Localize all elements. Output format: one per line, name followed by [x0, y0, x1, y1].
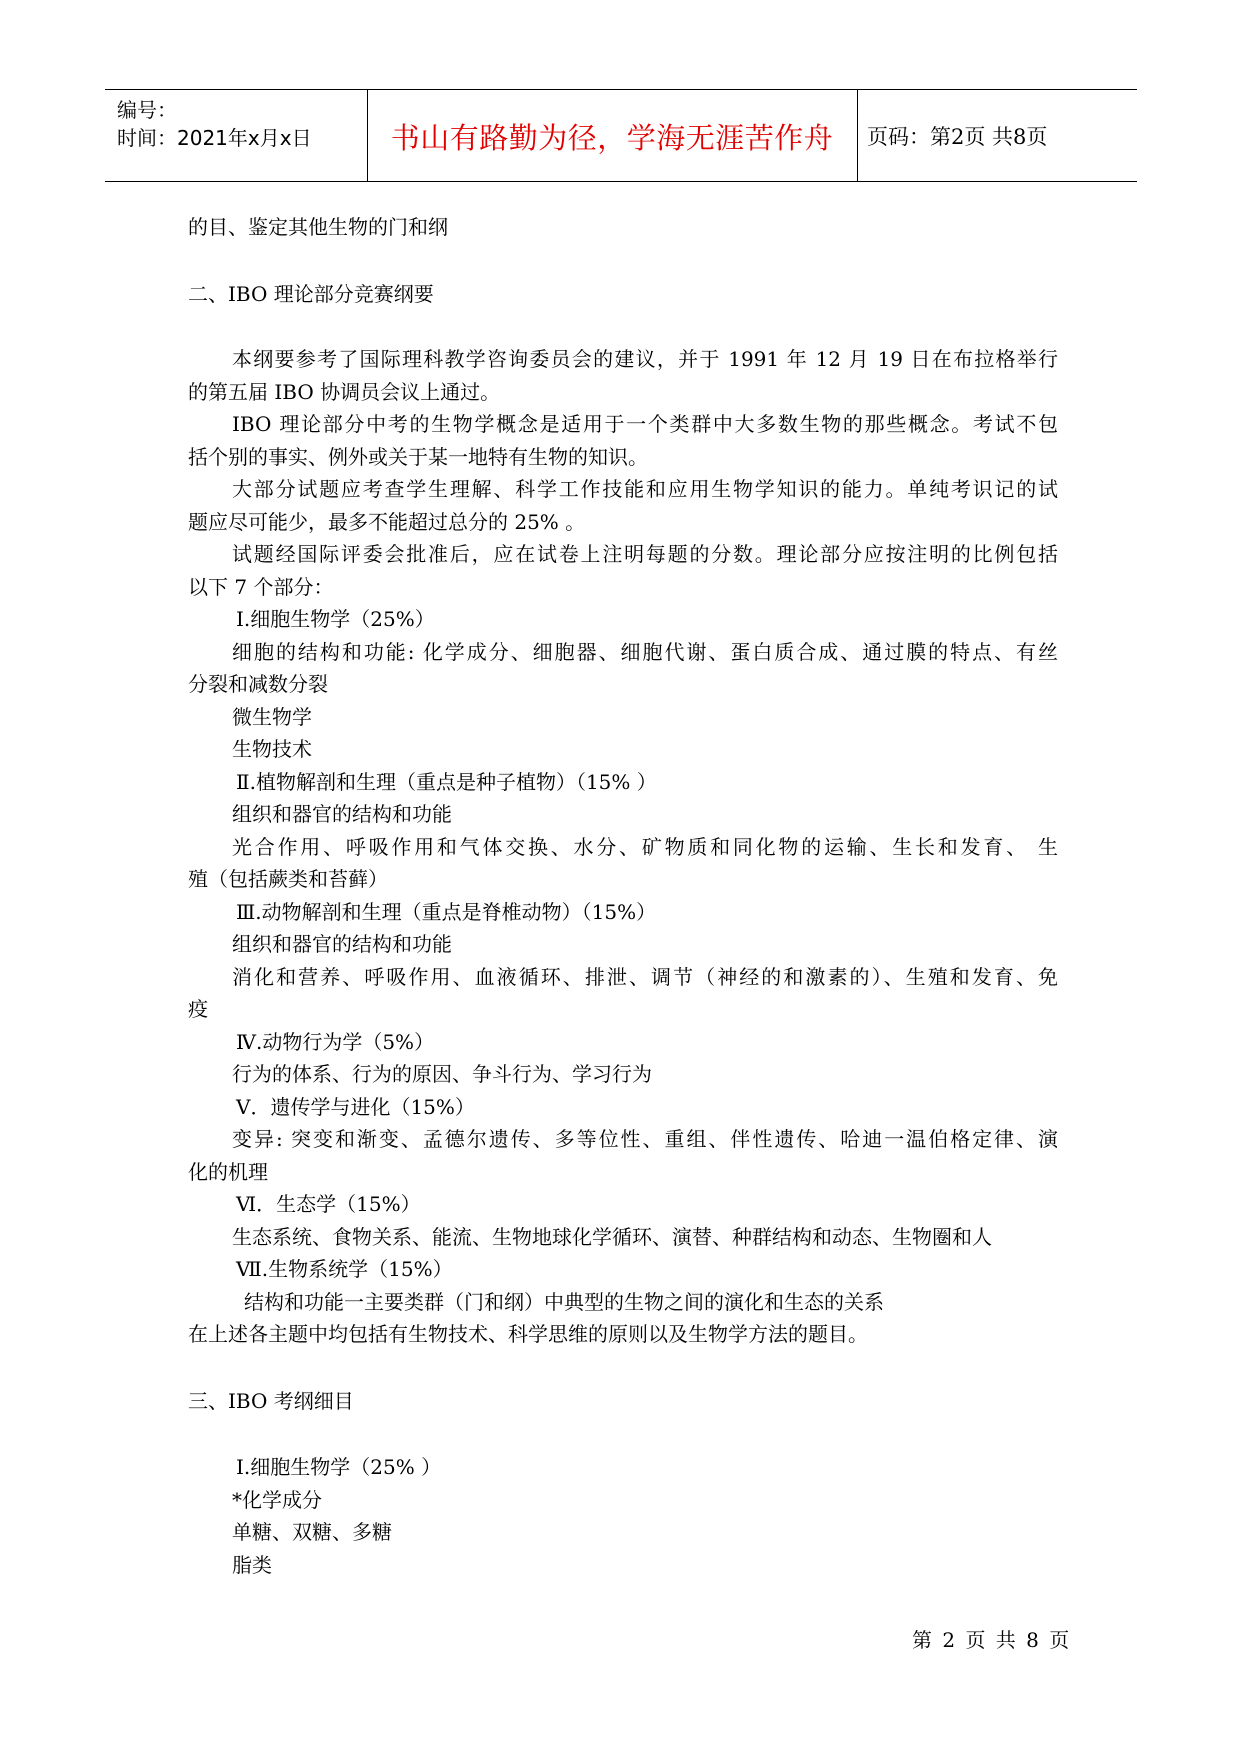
- page-header: [105, 89, 1137, 182]
- paragraph-line: 的第五届 IBO 协调员会议上通过。: [188, 380, 501, 404]
- document-time-label: 时间：2021年x月x日: [117, 126, 312, 150]
- paragraph-line: 脂类: [232, 1553, 272, 1577]
- paragraph-line: 单糖、双糖、多糖: [232, 1520, 392, 1544]
- header-motto: 书山有路勤为径，学海无涯苦作舟: [390, 121, 834, 155]
- section-heading: 三、IBO 考纲细目: [188, 1389, 354, 1413]
- topic-heading: Ⅶ.生物系统学（15%）: [236, 1257, 453, 1281]
- paragraph-line: IBO 理论部分中考的生物学概念是适用于一个类群中大多数生物的那些概念。考试不包: [232, 412, 1058, 436]
- topic-heading: Ⅴ．遗传学与进化（15%）: [236, 1095, 475, 1119]
- paragraph-line: 本纲要参考了国际理科教学咨询委员会的建议，并于 1991 年 12 月 19 日在布拉格举行: [232, 347, 1058, 371]
- paragraph-line: 在上述各主题中均包括有生物技术、科学思维的原则以及生物学方法的题目。: [188, 1322, 868, 1346]
- topic-heading: Ⅰ.细胞生物学（25% ）: [236, 1455, 442, 1479]
- paragraph-line: 细胞的结构和功能: 化学成分、细胞器、细胞代谢、蛋白质合成、通过膜的特点、有丝: [232, 640, 1058, 664]
- paragraph-line: 生态系统、食物关系、能流、生物地球化学循环、演替、种群结构和动态、生物圈和人: [232, 1225, 992, 1249]
- paragraph-line: 光合作用、呼吸作用和气体交换、水分、矿物质和同化物的运输、生长和发育、 生: [232, 835, 1058, 859]
- header-divider: [857, 90, 858, 181]
- topic-heading: Ⅲ.动物解剖和生理（重点是脊椎动物）（15%）: [236, 900, 657, 924]
- paragraph-line: 分裂和减数分裂: [188, 672, 328, 696]
- paragraph-line: 结构和功能一主要类群（门和纲）中典型的生物之间的演化和生态的关系: [244, 1290, 884, 1314]
- paragraph-line: 殖（包括蕨类和苔藓）: [188, 867, 388, 891]
- paragraph-line: 疫: [188, 997, 208, 1021]
- topic-heading: Ⅱ.植物解剖和生理（重点是种子植物）（15% ）: [236, 770, 657, 794]
- paragraph-line: 组织和器官的结构和功能: [232, 802, 452, 826]
- paragraph-line: 题应尽可能少，最多不能超过总分的 25% 。: [188, 510, 586, 534]
- paragraph-line: 行为的体系、行为的原因、争斗行为、学习行为: [232, 1062, 652, 1086]
- page-footer: 第 2 页 共 8 页: [912, 1628, 1070, 1652]
- topic-heading: Ⅵ．生态学（15%）: [236, 1192, 421, 1216]
- header-meta: [117, 96, 312, 152]
- paragraph-line: 微生物学: [232, 705, 312, 729]
- paragraph-line: *化学成分: [232, 1488, 322, 1512]
- topic-heading: Ⅰ.细胞生物学（25%）: [236, 607, 435, 631]
- paragraph-line: 的目、鉴定其他生物的门和纲: [188, 215, 448, 239]
- paragraph-line: 消化和营养、呼吸作用、血液循环、排泄、调节（神经的和激素的）、生殖和发育、免: [232, 965, 1058, 989]
- paragraph-line: 括个别的事实、例外或关于某一地特有生物的知识。: [188, 445, 648, 469]
- header-page-info: 页码：第2页 共8页: [867, 125, 1048, 149]
- paragraph-line: 化的机理: [188, 1160, 268, 1184]
- paragraph-line: 以下 7 个部分：: [188, 575, 334, 599]
- paragraph-line: 组织和器官的结构和功能: [232, 932, 452, 956]
- paragraph-line: 试题经国际评委会批准后，应在试卷上注明每题的分数。理论部分应按注明的比例包括: [232, 542, 1058, 566]
- paragraph-line: 生物技术: [232, 737, 312, 761]
- section-heading: 二、IBO 理论部分竞赛纲要: [188, 282, 434, 306]
- topic-heading: Ⅳ.动物行为学（5%）: [236, 1030, 435, 1054]
- paragraph-line: 大部分试题应考查学生理解、科学工作技能和应用生物学知识的能力。单纯考识记的试: [232, 477, 1058, 501]
- document-number-label: 编号：: [117, 98, 177, 122]
- paragraph-line: 变异: 突变和渐变、孟德尔遗传、多等位性、重组、伴性遗传、哈迪一温伯格定律、演: [232, 1127, 1058, 1151]
